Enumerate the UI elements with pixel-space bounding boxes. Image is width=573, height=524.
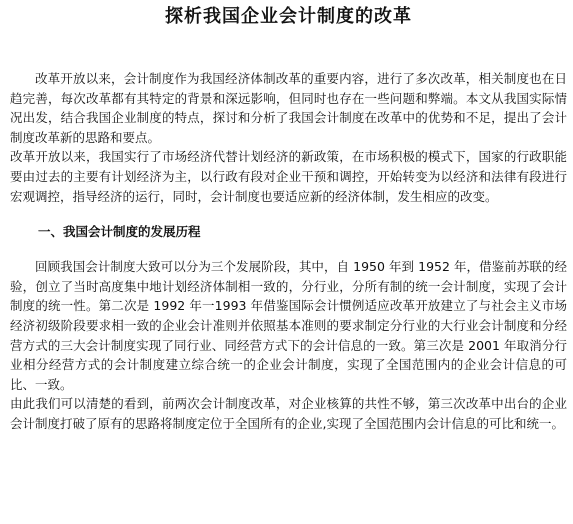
document-title: 探析我国企业会计制度的改革	[165, 6, 412, 27]
section-heading: 一、我国会计制度的发展历程	[38, 224, 201, 240]
section-paragraph-2: 由此我们可以清楚的看到，前两次会计制度改革，对企业核算的共性不够，第三次改革中出台的企业会计制度打破了原有的思路将制度定位于全国所有的企业,实现了全国范围内会计信息的可比和统一。	[10, 396, 567, 431]
intro-paragraph-1: 改革开放以来，会计制度作为我国经济体制改革的重要内容，进行了多次改革，相关制度也在日趋完善，每次改革都有其特定的背景和深远影响，但同时也存在一些问题和弊端。本文从我国实际情况出发，结合我国企业制度的特点，探讨和分析了我国会计制度在改革中的优势和不足，提出了会计制度改革新的思路和要点。	[10, 71, 567, 145]
section-paragraph-1: 回顾我国会计制度大致可以分为三个发展阶段，其中，自 1950 年到 1952 年，借鉴前苏联的经验，创立了当时高度集中地计划经济体制相一致的，分行业，分所有制的统一会计制度，实现了会计制度的统一性。第二次是 1992 年一1993 年借鉴国际会计惯例适应改革开放建立了与社会主义市场经济初级阶段要求相一致的企业会计准则并依照基本准则的要求制定分行业的大行业会计制度和分经营方式的三大会计制度实现了同行业、同经营方式下的会计信息的一致。第三次是 2001 年取消分行业相分经营方式的会计制度建立综合统一的企业会计制度，实现了全国范围内的企业会计信息的可比、一致。	[10, 259, 567, 392]
intro-paragraph-2: 改革开放以来，我国实行了市场经济代替计划经济的新政策，在市场积极的模式下，国家的行政职能要由过去的主要有计划经济为主，以行政有段对企业干预和调控，开始转变为以经济和法律有段进行宏观调控，指导经济的运行，同时，会计制度也要适应新的经济体制，发生相应的改变。	[10, 149, 567, 204]
